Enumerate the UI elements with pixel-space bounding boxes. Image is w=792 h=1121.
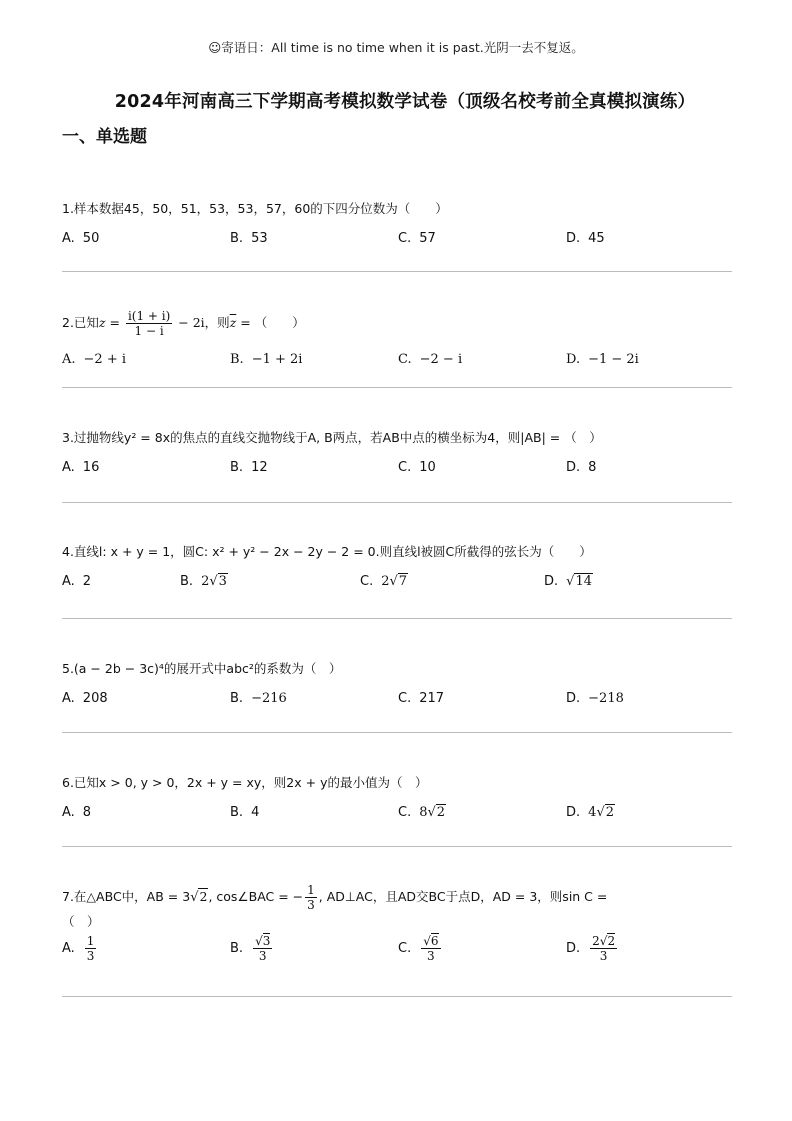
question-2 (62, 302, 732, 374)
question-1 (62, 195, 732, 253)
option-a[interactable]: A. 8 (62, 804, 92, 820)
question-stem: 5.(a − 2b − 3c)⁴的展开式中abc²的系数为（ ） (62, 661, 342, 676)
option-a[interactable]: A. 208 (62, 690, 108, 706)
divider (62, 271, 732, 272)
divider (62, 732, 732, 733)
exam-title: 2024年河南高三下学期高考模拟数学试卷（顶级名校考前全真模拟演练） (114, 92, 696, 112)
option-c[interactable]: C. 2√7 (360, 573, 408, 589)
option-d[interactable]: D. 8 (566, 459, 597, 475)
question-stem: 1.样本数据45，50，51，53，53，57，60的下四分位数为（ ） (62, 201, 448, 216)
option-d[interactable]: D. 45 (566, 230, 605, 246)
option-d[interactable]: D. −1 − 2i (566, 351, 639, 367)
option-b[interactable]: B. 53 (230, 230, 268, 246)
option-b[interactable]: B. −1 + 2i (230, 351, 303, 367)
option-c[interactable]: C. 10 (398, 459, 436, 475)
divider (62, 618, 732, 619)
question-stem: 4.直线l: x + y = 1，圆C: x² + y² − 2x − 2y − 2 = 0.则直线l被圆C所截得的弦长为（ ） (62, 544, 592, 559)
question-3 (62, 424, 732, 482)
option-d[interactable]: D. 4√2 (566, 804, 615, 820)
option-c[interactable]: C. 57 (398, 230, 436, 246)
question-6 (62, 769, 732, 827)
question-5 (62, 655, 732, 713)
option-c[interactable]: C. 8√2 (398, 804, 446, 820)
option-a[interactable]: A. $\frac{1}{3}$ (62, 933, 95, 963)
option-c[interactable]: C. $\frac{√6}{3}$ (398, 933, 439, 963)
divider (62, 502, 732, 503)
option-a[interactable]: A. 2 (62, 573, 92, 589)
motto-line: ☺寄语日：All time is no time when it is past.光阴一去不复返。 (208, 40, 584, 55)
section-heading: 一、单选题 (62, 127, 147, 147)
fraction: $\frac{1}{3}$ (307, 882, 315, 912)
option-a[interactable]: A. −2 + i (62, 351, 127, 367)
divider (62, 387, 732, 388)
option-a[interactable]: A. 16 (62, 459, 100, 475)
question-stem: 2.已知 z = $\frac{i(1 + i)}{1 - i}$ − 2i，则 $\overline{z}$ = （ ） (62, 308, 305, 338)
option-d[interactable]: D. √14 (544, 573, 592, 589)
question-stem-line2: （ ） (62, 914, 100, 929)
question-4 (62, 538, 732, 596)
option-b[interactable]: B. 12 (230, 459, 268, 475)
option-c[interactable]: C. 217 (398, 690, 445, 706)
option-b[interactable]: B. 4 (230, 804, 260, 820)
option-b[interactable]: B. −216 (230, 690, 287, 706)
option-a[interactable]: A. 50 (62, 230, 100, 246)
question-stem: 7.在△ABC中，AB = 3 √2 , cos∠BAC = − $\frac{1}{3}$ , AD⊥AC，且AD交BC于点D，AD = 3，则sin C = (62, 882, 608, 912)
option-b[interactable]: B. $\frac{√3}{3}$ (230, 933, 271, 963)
question-stem: 6.已知x > 0, y > 0，2x + y = xy，则2x + y的最小值为（ ） (62, 775, 428, 790)
option-c[interactable]: C. −2 − i (398, 351, 463, 367)
fraction: $\frac{i(1 + i)}{1 - i}$ (127, 308, 171, 338)
option-d[interactable]: D. $\frac{2√2}{3}$ (566, 933, 616, 963)
option-b[interactable]: B. 2√3 (180, 573, 227, 589)
divider (62, 846, 732, 847)
question-7 (62, 876, 732, 968)
option-d[interactable]: D. −218 (566, 690, 624, 706)
divider (62, 996, 732, 997)
question-stem: 3.过抛物线y² = 8x的焦点的直线交抛物线于A, B两点，若AB中点的横坐标为4，则|AB| = （ ） (62, 430, 602, 445)
